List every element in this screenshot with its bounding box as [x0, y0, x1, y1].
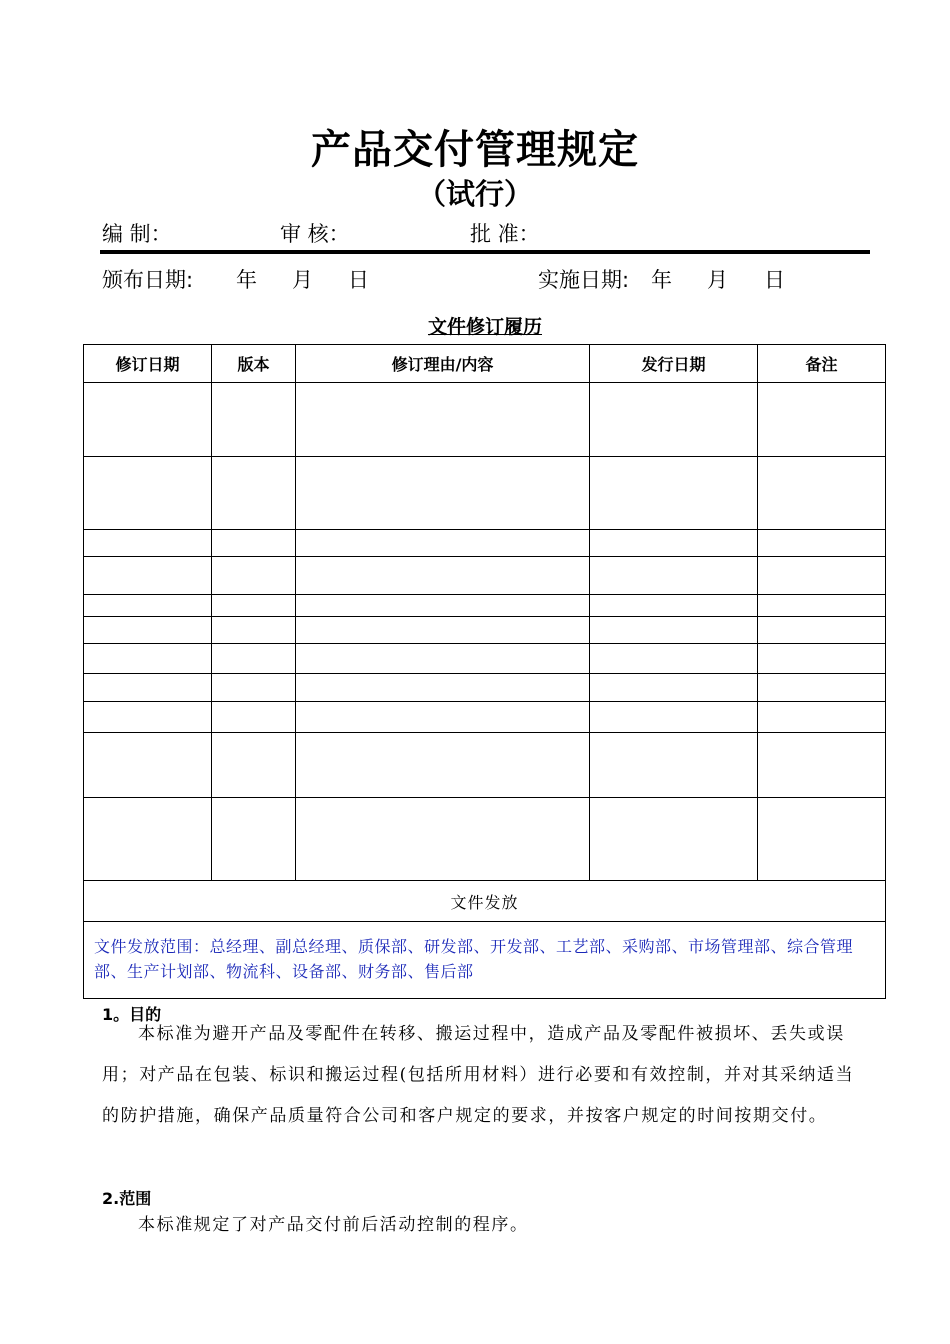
document-title: 产品交付管理规定: [311, 127, 639, 173]
issue-month: 月: [292, 268, 313, 292]
distribution-label: 文件发放: [84, 881, 886, 922]
table-row: [84, 530, 886, 557]
col-version: 版本: [212, 345, 296, 383]
col-revision-content: 修订理由/内容: [296, 345, 590, 383]
purpose-heading: 1。目的: [102, 1005, 162, 1024]
table-header-row: [84, 345, 886, 383]
issue-day: 日: [348, 268, 369, 292]
effective-day: 日: [764, 268, 785, 292]
table-row: [84, 557, 886, 595]
table-row: [84, 457, 886, 530]
table-row: [84, 733, 886, 798]
purpose-text: 本标准为避开产品及零配件在转移、搬运过程中，造成产品及零配件被损坏、丢失或误用；对产品在包装、标识和搬运过程(包括所用材料）进行必要和有效控制，并对其采纳适当的防护措施，确保产品质量符合公司和客户规定的要求，并按客户规定的时间按期交付。: [102, 1024, 855, 1126]
effective-date-label: 实施日期:: [538, 268, 630, 292]
scope-text: 本标准规定了对产品交付前后活动控制的程序。: [138, 1215, 529, 1235]
table-row: [84, 674, 886, 702]
document-subtitle: （试行）: [416, 177, 533, 211]
prepared-by-label: 编 制：: [102, 222, 172, 246]
col-revision-date: 修订日期: [84, 345, 212, 383]
header-divider: [100, 250, 870, 254]
table-row: [84, 702, 886, 733]
col-remarks: 备注: [758, 345, 886, 383]
table-row: [84, 798, 886, 881]
issue-date-label: 颁布日期:: [102, 268, 194, 292]
table-row: [84, 595, 886, 617]
effective-year: 年: [651, 268, 672, 292]
table-row: [84, 617, 886, 644]
issue-year: 年: [236, 268, 257, 292]
effective-month: 月: [707, 268, 728, 292]
distribution-label-row: [84, 881, 886, 922]
scope-heading: 2.范围: [102, 1189, 152, 1208]
distribution-scope: 文件发放范围：总经理、副总经理、质保部、研发部、开发部、工艺部、采购部、市场管理部、综合管理部、生产计划部、物流科、设备部、财务部、售后部: [84, 922, 886, 999]
distribution-content-row: [84, 922, 886, 999]
col-release-date: 发行日期: [590, 345, 758, 383]
revision-history-title: 文件修订履历: [427, 316, 542, 338]
table-row: [84, 383, 886, 457]
revision-history-table: [83, 344, 886, 999]
reviewed-by-label: 审 核：: [280, 222, 350, 246]
table-row: [84, 644, 886, 674]
approved-by-label: 批 准：: [470, 222, 540, 246]
